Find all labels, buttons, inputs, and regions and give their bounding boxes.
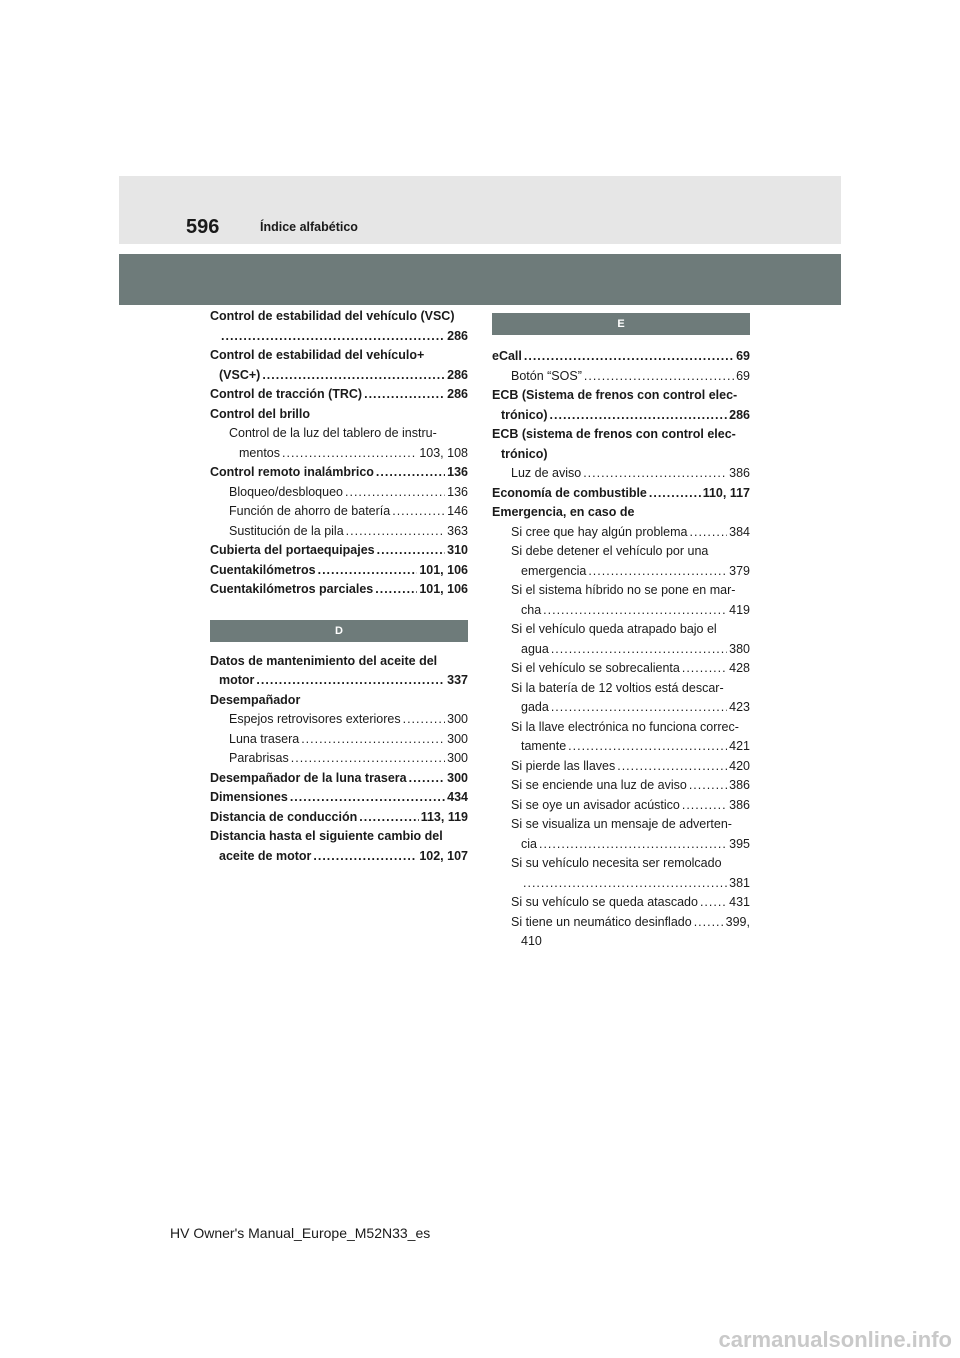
index-entry-page: 431 [729,895,750,909]
dot-leader [221,327,445,347]
dot-leader [523,874,727,894]
index-entry-text: Parabrisas [229,751,289,765]
index-entry-text: Luna trasera [229,731,300,746]
index-entry-page: 420 [729,758,750,773]
index-entry-page: 363 [447,523,468,538]
dot-leader [359,808,418,828]
dot-leader [551,640,727,660]
index-entry [492,737,750,757]
dot-leader [256,671,445,691]
index-entry-text: Si pierde las llaves [511,758,616,773]
index-entry-page: 69 [736,368,750,383]
index-entry [492,445,750,465]
title-bar [119,254,841,305]
dot-leader [376,463,445,483]
index-entry-page: 300 [447,731,468,746]
letter-heading-d: D [210,620,468,642]
index-entry-text: ECB (Sistema de frenos con control elec- [492,388,738,402]
index-entry [210,522,468,542]
index-entry-text: Control de estabilidad del vehículo (VSC) [210,309,455,323]
entries-c [210,307,468,600]
index-entry [492,406,750,426]
dot-leader [682,659,727,679]
index-entry [210,827,468,847]
dot-leader [689,776,727,796]
index-entry [492,854,750,874]
index-entry-page: 300 [447,751,468,765]
index-entry-page: 146 [447,504,468,518]
index-entry-text: Economía de combustible [492,485,647,500]
index-entry [210,385,468,405]
index-entry [492,562,750,582]
index-entry-text: Control de tracción (TRC) [210,387,363,401]
index-entry [492,640,750,660]
index-entry-text: emergencia [521,563,587,578]
index-entry-page: 69 [736,349,750,363]
dot-leader [392,502,445,522]
index-entry-page: 384 [729,524,750,539]
index-entry [210,307,468,327]
index-entry [210,405,468,425]
index-entry-text: Si se visualiza un mensaje de adverten- [511,817,732,831]
dot-leader [649,484,701,504]
index-entry-text: Si se oye un avisador acústico [511,797,680,812]
index-entry [492,796,750,816]
index-entry [210,561,468,581]
index-entry-text: Desempañador de la luna trasera [210,770,407,785]
index-entry [492,815,750,835]
index-entry [210,730,468,750]
index-entry-page: 286 [729,407,750,422]
dot-leader [409,769,446,789]
index-entry [210,808,468,828]
index-entry-text: Si la batería de 12 voltios está descar- [511,680,724,695]
index-entry [492,718,750,738]
index-entry-page: 101, 106 [419,582,468,596]
dot-leader [588,562,727,582]
index-entry-page: 310 [447,543,468,557]
index-entry [492,601,750,621]
index-entry [492,620,750,640]
index-entry-text: ECB (sistema de frenos con control elec- [492,427,736,441]
dot-leader [682,796,727,816]
dot-leader [282,444,417,464]
index-entry-page: 386 [729,466,750,480]
index-entry-text: Datos de mantenimiento del aceite del [210,653,438,668]
index-entry [210,691,468,711]
header-band [119,176,841,244]
index-entry-text: Emergencia, en caso de [492,505,635,519]
index-entry [492,932,750,952]
dot-leader [301,730,445,750]
index-entry-text: Si el vehículo se sobrecalienta [511,661,680,675]
index-entry-text: Control de la luz del tablero de instru- [229,426,437,440]
index-entry-page: 395 [729,836,750,851]
index-entry-text: motor [219,673,255,687]
entries-e [492,347,750,952]
dot-leader [543,601,727,621]
index-entry-page: 136 [447,465,468,479]
index-entry-text: Si debe detener el vehículo por una [511,544,709,558]
index-entry [210,483,468,503]
index-entry-page: 381 [729,875,750,890]
index-column-right [492,307,750,952]
footer-manual-id: HV Owner's Manual_Europe_M52N33_es [170,1225,431,1241]
index-entry [210,444,468,464]
dot-leader [346,522,445,542]
dot-leader [551,698,727,718]
index-column-left [210,307,468,866]
index-entry [210,502,468,522]
index-entry-page: 110, 117 [702,485,750,500]
index-entry-text: Botón “SOS” [511,368,582,383]
index-entry-text: Si su vehículo necesita ser remolcado [511,856,722,870]
index-entry [210,847,468,867]
index-entry-page: 300 [447,770,468,785]
index-entry-text: trónico) [501,407,548,422]
index-entry-page: 386 [729,797,750,812]
index-entry-page: 423 [729,700,750,714]
index-entry-text: eCall [492,349,522,363]
dot-leader [377,541,446,561]
dot-leader [318,561,418,581]
dot-leader [375,580,417,600]
index-entry-text: Luz de aviso [511,466,582,480]
index-entry [210,769,468,789]
section-title: Índice alfabético [260,220,358,234]
index-entry-text: tamente [521,739,567,753]
index-entry-text: cha [521,602,542,617]
index-entry-text: Si tiene un neumático desinflado [511,914,692,929]
index-entry-text: Función de ahorro de batería [229,504,391,518]
dot-leader [550,406,728,426]
index-entry [210,327,468,347]
index-entry [492,776,750,796]
index-entry-page: 286 [447,387,468,401]
index-entry [492,893,750,913]
dot-leader [262,366,445,386]
index-entry-page: 337 [447,673,468,687]
index-entry-text: Cuentakilómetros parciales [210,582,374,596]
index-entry [210,671,468,691]
index-entry [492,386,750,406]
index-entry-page: 103, 108 [419,445,468,460]
watermark: carmanualsonline.info [718,1327,952,1352]
entries-d [210,652,468,867]
index-entry-text: Sustitución de la pila [229,523,344,538]
index-entry [210,652,468,672]
index-entry [492,503,750,523]
index-entry-page: 421 [729,739,750,753]
index-entry-text: Si la llave electrónica no funciona correc- [511,719,739,734]
index-entry-text: Si cree que hay algún problema [511,524,688,539]
index-entry-page: 386 [729,778,750,792]
dot-leader [313,847,417,867]
index-entry [492,581,750,601]
index-entry-page: 286 [447,328,468,343]
index-entry-text: Cubierta del portaequipajes [210,543,375,557]
index-entry [210,710,468,730]
index-entry-page: 136 [447,484,468,499]
index-entry [492,913,750,933]
index-entry-page: 380 [729,641,750,656]
dot-leader [345,483,445,503]
index-entry-text: Control de estabilidad del vehículo+ [210,348,425,362]
dot-leader [539,835,727,855]
dot-leader [524,347,734,367]
index-entry-page: 102, 107 [419,848,468,863]
index-entry-page: 379 [729,563,750,578]
index-entry [492,698,750,718]
index-entry [210,541,468,561]
index-entry [210,580,468,600]
index-entry-text: aceite de motor [219,848,312,863]
index-entry [492,757,750,777]
index-entry [492,367,750,387]
dot-leader [291,749,445,769]
dot-leader [584,367,734,387]
dot-leader [568,737,727,757]
dot-leader [364,385,445,405]
index-entry-page: 101, 106 [419,562,468,577]
index-entry-text: Si el vehículo queda atrapado bajo el [511,622,717,636]
index-entry [210,346,468,366]
index-entry-text: mentos [239,445,280,460]
page-number: 596 [186,216,220,238]
index-entry-page: 434 [447,790,468,804]
index-entry-text: gada [521,700,549,714]
index-entry-text: (VSC+) [219,367,261,382]
index-entry [492,484,750,504]
index-entry-text: Desempañador [210,692,301,707]
dot-leader [403,710,446,730]
index-entry [210,788,468,808]
index-entry [210,463,468,483]
index-entry-text: Espejos retrovisores exteriores [229,712,401,726]
index-entry [492,542,750,562]
index-entry-text: Control del brillo [210,406,310,421]
index-entry-page: 428 [729,661,750,675]
index-entry-page: 300 [447,712,468,726]
index-entry [492,523,750,543]
index-entry [492,464,750,484]
index-entry-text: Si el sistema híbrido no se pone en mar- [511,583,736,597]
index-entry-page: 399, [725,914,750,929]
index-entry-text: Cuentakilómetros [210,562,316,577]
index-entry-text: Bloqueo/desbloqueo [229,484,343,499]
index-entry-text: agua [521,641,549,656]
index-entry [492,874,750,894]
index-entry-text: Control remoto inalámbrico [210,465,374,479]
index-entry-page: 419 [729,602,750,617]
index-entry-text: Distancia de conducción [210,809,358,824]
index-entry [492,347,750,367]
index-entry [210,749,468,769]
index-entry [492,679,750,699]
index-entry-text: trónico) [501,446,548,461]
index-entry-text: Si su vehículo se queda atascado [511,895,698,909]
dot-leader [690,523,728,543]
dot-leader [700,893,727,913]
dot-leader [617,757,727,777]
letter-heading-e: E [492,313,750,335]
dot-leader [583,464,727,484]
dot-leader [290,788,445,808]
index-entry-text: cia [521,836,537,851]
index-entry [210,424,468,444]
index-entry [492,425,750,445]
dot-leader [694,913,724,933]
index-entry-text: 410 [521,934,542,948]
index-entry-page: 286 [447,367,468,382]
index-entry-text: Dimensiones [210,790,288,804]
index-entry [210,366,468,386]
index-entry [492,659,750,679]
index-entry-text: Distancia hasta el siguiente cambio del [210,829,443,843]
index-entry [492,835,750,855]
index-entry-page: 113, 119 [420,809,468,824]
index-entry-text: Si se enciende una luz de aviso [511,778,687,792]
